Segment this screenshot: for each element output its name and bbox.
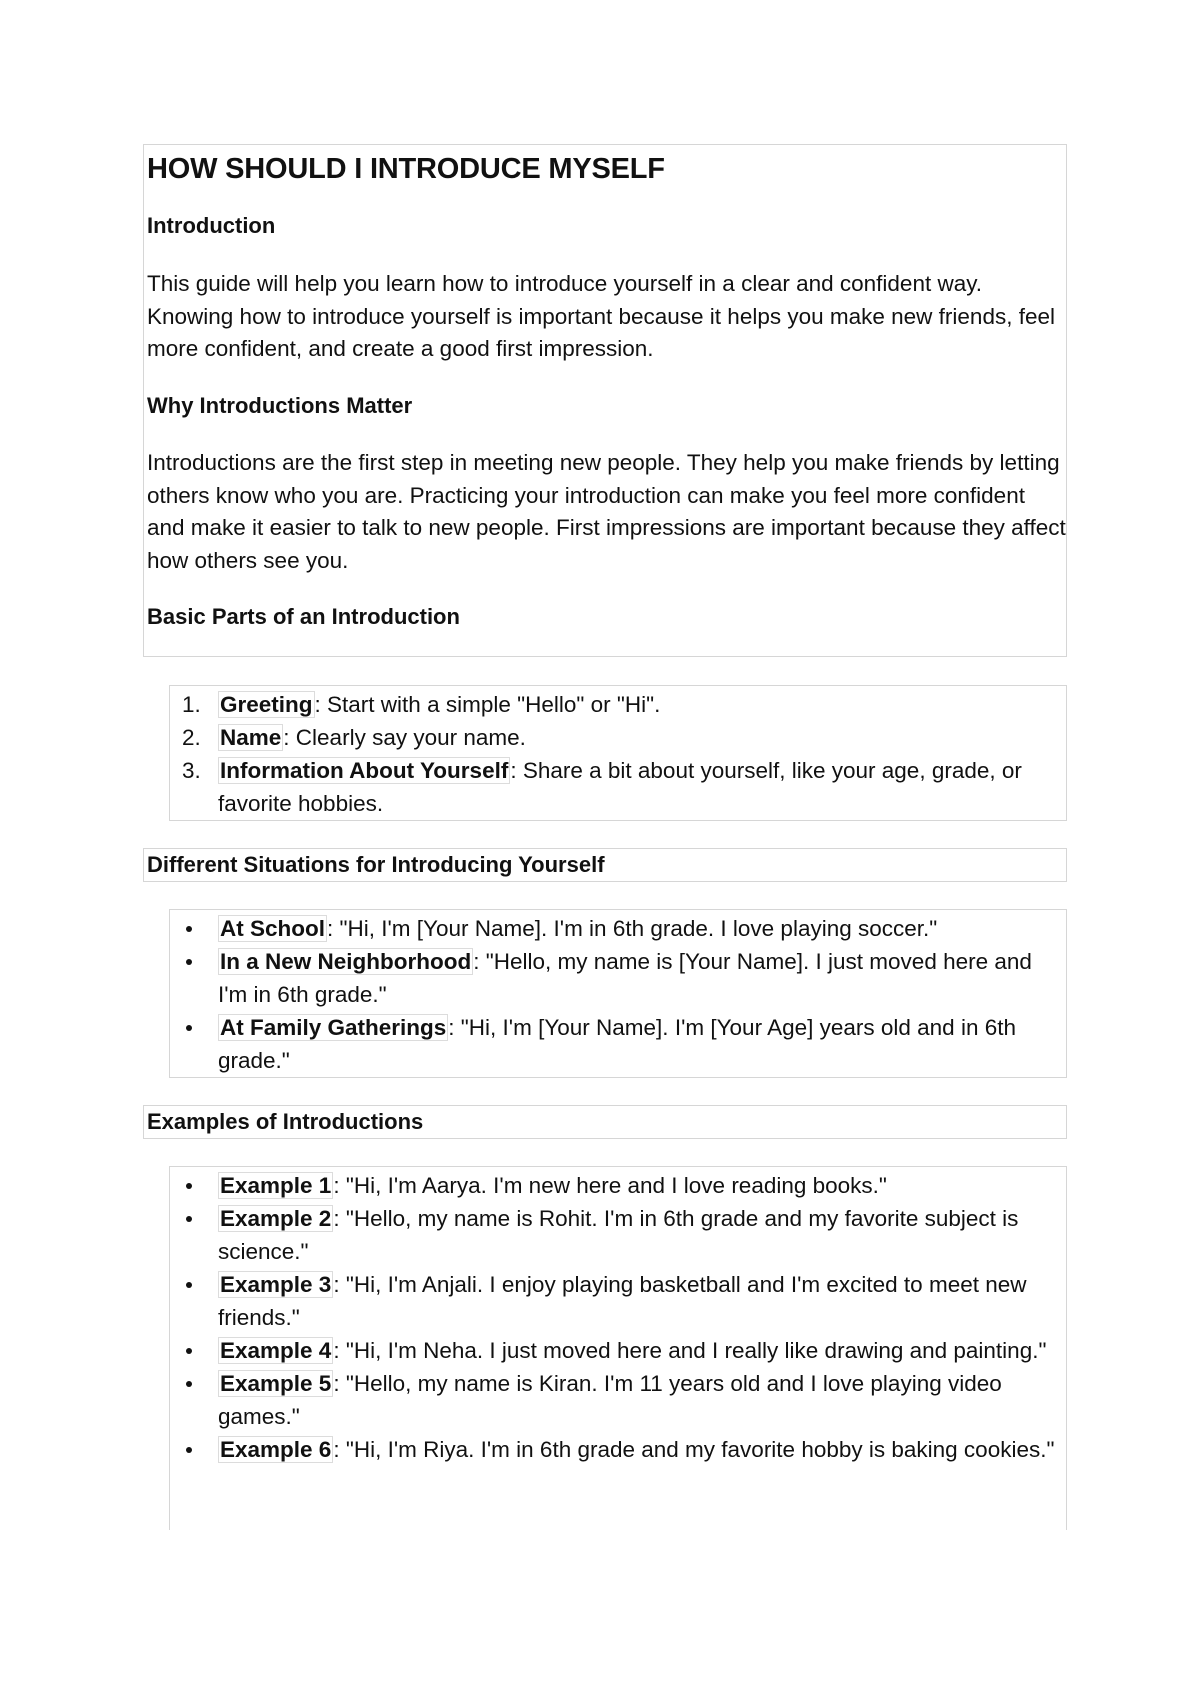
examples-list-box [169, 1166, 1067, 1530]
list-item [170, 1433, 1060, 1466]
basic-parts-list-box [169, 685, 1067, 821]
list-term: Information About Yourself [220, 758, 509, 783]
situations-heading-box [143, 848, 1067, 882]
list-item [170, 945, 1060, 1011]
document-title: HOW SHOULD I INTRODUCE MYSELF [147, 153, 665, 185]
intro-section-box [143, 144, 1067, 657]
list-term: Example 3 [220, 1272, 332, 1297]
bullet-icon [186, 1348, 192, 1354]
bullet-icon [186, 959, 192, 965]
list-text: : "Hi, I'm [Your Name]. I'm in 6th grade. I love playing soccer." [327, 916, 938, 941]
list-text: : "Hello, my name is Rohit. I'm in 6th grade and my favorite subject is science." [218, 1206, 1019, 1264]
bullet-icon [186, 926, 192, 932]
basic-parts-list [170, 688, 1060, 820]
list-term: Greeting [220, 692, 313, 717]
basic-parts-heading: Basic Parts of an Introduction [147, 604, 460, 630]
list-item [170, 1334, 1060, 1367]
list-item [170, 1169, 1060, 1202]
list-text: : Share a bit about yourself, like your age, grade, or favorite hobbies. [218, 758, 1022, 816]
bullet-icon [186, 1183, 192, 1189]
list-item [170, 1367, 1060, 1433]
list-item [170, 754, 1060, 820]
bullet-icon [186, 1381, 192, 1387]
list-text: : "Hi, I'm Aarya. I'm new here and I love reading books." [333, 1173, 887, 1198]
examples-heading: Examples of Introductions [147, 1109, 424, 1134]
list-text: : "Hi, I'm [Your Name]. I'm [Your Age] years old and in 6th grade." [218, 1015, 1016, 1073]
list-text: : Start with a simple "Hello" or "Hi". [314, 692, 661, 717]
list-term: Name [220, 725, 282, 750]
list-number: 1. [182, 692, 201, 717]
list-term: Example 1 [220, 1173, 332, 1198]
list-term: Example 5 [220, 1371, 332, 1396]
list-text: : "Hello, my name is Kiran. I'm 11 years old and I love playing video games." [218, 1371, 1002, 1429]
list-term: At School [220, 916, 325, 941]
list-text: : "Hi, I'm Anjali. I enjoy playing basketball and I'm excited to meet new friends." [218, 1272, 1027, 1330]
list-term: In a New Neighborhood [220, 949, 472, 974]
list-text: : "Hi, I'm Neha. I just moved here and I really like drawing and painting." [333, 1338, 1047, 1363]
list-text: : Clearly say your name. [283, 725, 526, 750]
why-introductions-paragraph: Introductions are the first step in meeting new people. They help you make friends by letting others know who you are. Practicing your introduction can make you feel more confident and make it easier to talk to new people. First impressions are important because they affect how others see you. [147, 450, 1066, 573]
list-term: Example 4 [220, 1338, 332, 1363]
examples-heading-box [143, 1105, 1067, 1139]
bullet-icon [186, 1282, 192, 1288]
situations-list [170, 912, 1060, 1077]
list-item [170, 1011, 1060, 1077]
introduction-paragraph: This guide will help you learn how to introduce yourself in a clear and confident way. Knowing how to introduce yourself is important because it helps you make new friends, feel more confident, and create a good first impression. [147, 271, 1055, 362]
situations-list-box [169, 909, 1067, 1078]
bullet-icon [186, 1025, 192, 1031]
examples-list [170, 1169, 1060, 1466]
list-text: : "Hello, my name is [Your Name]. I just moved here and I'm in 6th grade." [218, 949, 1032, 1007]
list-term: At Family Gatherings [220, 1015, 447, 1040]
list-term: Example 6 [220, 1437, 332, 1462]
introduction-heading: Introduction [147, 213, 276, 239]
list-number: 3. [182, 758, 201, 783]
list-item [170, 1268, 1060, 1334]
list-text: : "Hi, I'm Riya. I'm in 6th grade and my favorite hobby is baking cookies." [333, 1437, 1055, 1462]
bullet-icon [186, 1447, 192, 1453]
list-item [170, 721, 1060, 754]
list-term: Example 2 [220, 1206, 332, 1231]
list-item [170, 1202, 1060, 1268]
list-item [170, 688, 1060, 721]
why-introductions-heading: Why Introductions Matter [147, 392, 413, 418]
situations-heading: Different Situations for Introducing Yourself [147, 852, 605, 877]
bullet-icon [186, 1216, 192, 1222]
document-page [143, 144, 1067, 1530]
list-number: 2. [182, 725, 201, 750]
list-item [170, 912, 1060, 945]
